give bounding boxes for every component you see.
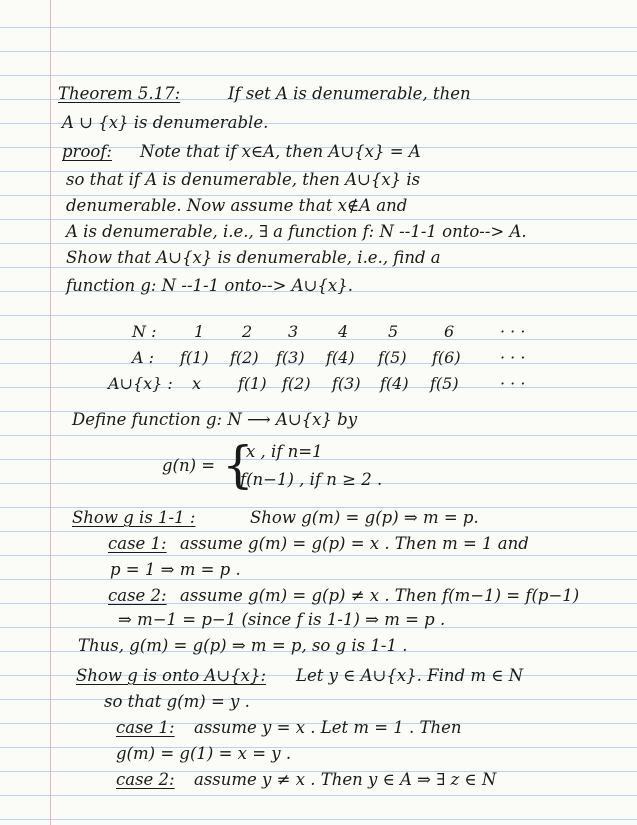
table-cell: 2 [242,322,253,341]
table-cell: f(3) [332,374,361,393]
one-to-one-case2-cont: ⇒ m−1 = p−1 (since f is 1-1) ⇒ m = p . [118,610,446,629]
definition-case2: f(n−1) , if n ≥ 2 . [240,470,383,489]
onto-heading-rest: Let y ∈ A∪{x}. Find m ∈ N [296,666,524,685]
table-cell: f(4) [380,374,409,393]
one-to-one-conclusion: Thus, g(m) = g(p) ⇒ m = p, so g is 1-1 . [78,636,408,655]
theorem-statement-line2: A ∪ {x} is denumerable. [62,113,269,132]
table-cell: 5 [388,322,399,341]
table-cell: 4 [338,322,349,341]
table-cell: 3 [288,322,299,341]
table-cell: f(6) [432,348,461,367]
onto-case1-cont: g(m) = g(1) = x = y . [116,744,292,763]
definition-line: Define function g: N ⟶ A∪{x} by [72,410,358,429]
table-label-aux: A∪{x} : [108,374,173,393]
proof-line2: so that if A is denumerable, then A∪{x} is [66,170,421,189]
one-to-one-case2-text: assume g(m) = g(p) ≠ x . Then f(m−1) = f(p−1) [180,586,580,605]
table-cell: f(3) [276,348,305,367]
table-cell: f(4) [326,348,355,367]
one-to-one-case1-text: assume g(m) = g(p) = x . Then m = 1 and [180,534,529,553]
table-cell: 1 [194,322,205,341]
table-cell: f(1) [238,374,267,393]
onto-case1-text: assume y = x . Let m = 1 . Then [194,718,462,737]
table-cell: f(2) [230,348,259,367]
one-to-one-case1-label: case 1: [108,534,167,553]
table-label-n: N : [132,322,157,341]
proof-line1: Note that if x∈A, then A∪{x} = A [140,142,421,161]
onto-case1-label: case 1: [116,718,175,737]
proof-line5: Show that A∪{x} is denumerable, i.e., find a [66,248,441,267]
theorem-statement-line1: If set A is denumerable, then [228,84,471,103]
table-cell: 6 [444,322,455,341]
margin-line [50,0,51,825]
definition-case1: x , if n=1 [246,442,323,461]
one-to-one-case1-cont: p = 1 ⇒ m = p . [110,560,241,579]
table-cell: f(5) [378,348,407,367]
theorem-heading: Theorem 5.17: [58,84,181,103]
one-to-one-case2-label: case 2: [108,586,167,605]
table-cell: · · · [500,374,526,393]
table-cell: · · · [500,348,526,367]
table-cell: f(2) [282,374,311,393]
definition-lhs: g(n) = [162,456,216,475]
proof-line6: function g: N --1-1 onto--> A∪{x}. [66,276,353,295]
table-cell: f(5) [430,374,459,393]
proof-line4: A is denumerable, i.e., ∃ a function f: N --1-1 onto--> A. [66,222,527,241]
table-label-a: A : [132,348,155,367]
one-to-one-claim: Show g(m) = g(p) ⇒ m = p. [250,508,479,527]
onto-line2: so that g(m) = y . [104,692,250,711]
table-cell: · · · [500,322,526,341]
onto-case2-label: case 2: [116,770,175,789]
table-cell: f(1) [180,348,209,367]
table-cell: x [192,374,202,393]
onto-case2-text: assume y ≠ x . Then y ∈ A ⇒ ∃ z ∈ N [194,770,497,789]
one-to-one-heading: Show g is 1-1 : [72,508,196,527]
onto-heading: Show g is onto A∪{x}: [76,666,266,685]
proof-label: proof: [62,142,112,161]
left-brace-icon: { [222,436,254,494]
proof-line3: denumerable. Now assume that x∉A and [66,196,408,215]
